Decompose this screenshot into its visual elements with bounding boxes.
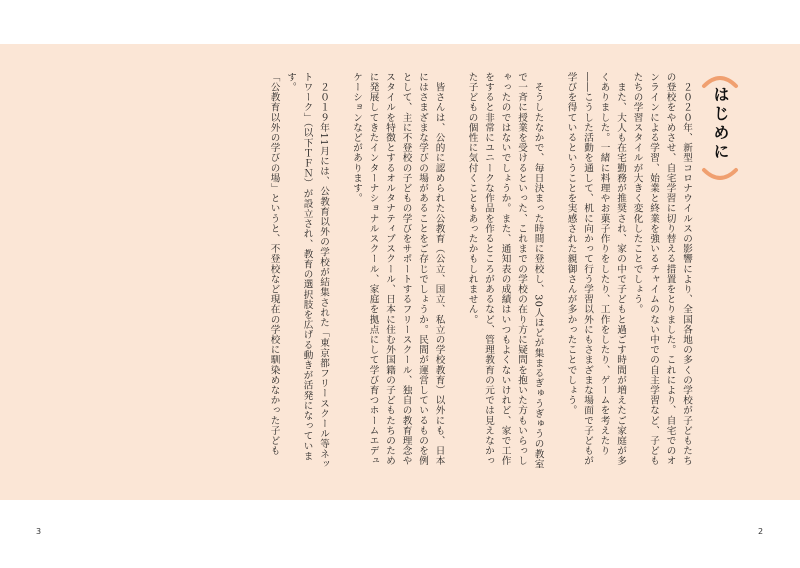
body-text (94, 72, 694, 472)
paragraph: ２０２０年、新型コロナウイルスの影響により、全国各地の多くの学校が子どもたちの登校をやめさせ、自宅学習に切り替える措置をとりました。これにより、自宅でのオンラインによる学習、始業と終業を強いるチャイムのない中での自主学習など、子どもたちの学習スタイルが大きく変化したことでしょう。 (631, 72, 692, 466)
paragraph: そうしたなかで、毎日決まった時間に登校し、30人ほどが集まるぎゅうぎゅうの教室で一斉に授業を受けるといった、これまでの学校の在り方に疑問を抱いた方もいらっしゃったのではないでしょうか。また、通知表の成績はいつもよくないけれど、家で工作をすると非常にユニークな作品を作るところがあるなど、管理教育の元では見えなかった子どもの個性に気付くこともあったかもしれません。 (466, 72, 544, 470)
paragraph: 「公教育以外の学びの場」というと、不登校など現在の学校に馴染めなかった子ども (268, 72, 280, 456)
heading-title: はじめに (711, 86, 730, 162)
chapter-heading (700, 68, 740, 188)
paragraph: 皆さんは、公的に認められた公教育（公立、国立、私立の学校教育）以外にも、日本にはさまざまな学びの場があることをご存じでしょうか。民間が運営しているものを例として、主に不登校の子どもの学びをサポートするフリースクール、独自の教育理念やスタイルを特徴とするオルタナティブスクール、日本に住む外国籍の子どもたちのために発展してきたインターナショナルスクール、家庭を拠点にして学び育つホームエデュケーションなどがあります。 (351, 72, 445, 466)
page-number-left: 3 (36, 527, 42, 536)
paragraph: また、大人も在宅勤務が推奨され、家の中で子どもと過ごす時間が増えたご家庭が多くありました。一緒に料理やお菓子作りをしたり、工作をしたり、ゲームを考えたり――こうした活動を通して、机に向かって行う学習以外にもさまざまな場面で子どもが学びを得ているということを実感された親御さんが多かったことでしょう。 (565, 72, 626, 466)
page-number-right: 2 (758, 527, 764, 536)
paragraph: ２０１９年11月には、公教育以外の学校が結集された「東京都フリースクール等ネットワーク」（以下ＴＦＮ）が設立され、教育の選択肢を広げる動きが活発になっています。 (285, 72, 329, 470)
